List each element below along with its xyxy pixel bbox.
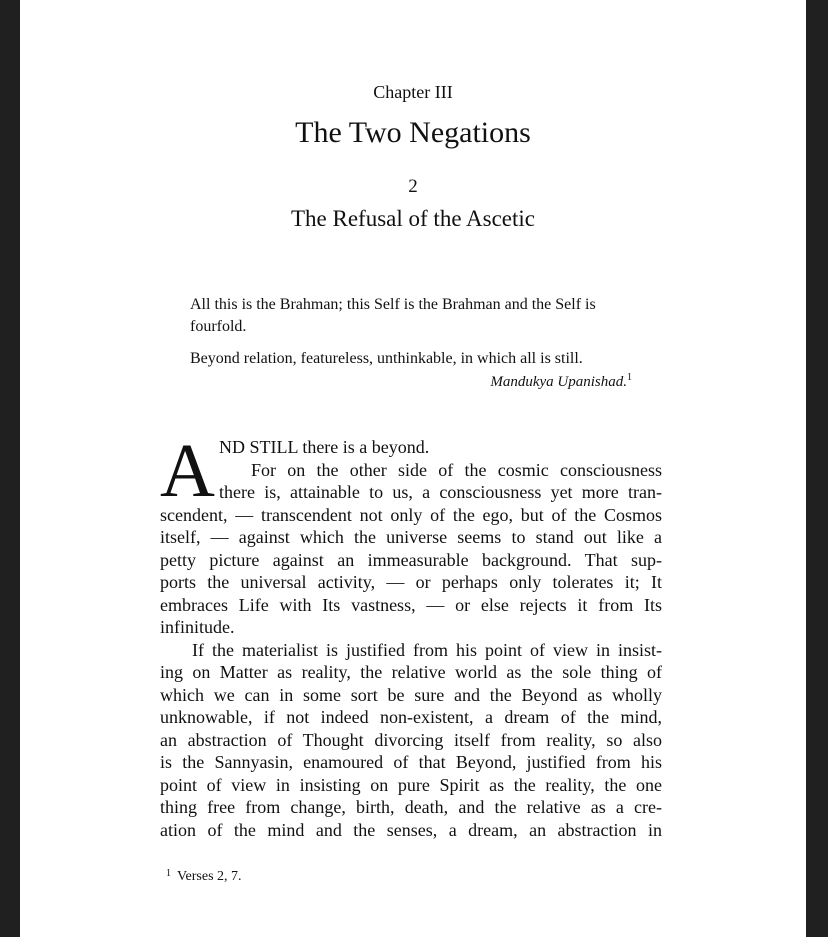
body-line: ND STILL there is a beyond. — [219, 437, 430, 457]
epigraph-line-2: Beyond relation, featureless, unthinkable, in which all is still. — [190, 350, 583, 367]
epigraph-line-1: All this is the Brahman; this Self is the Brahman and the Self is fourfold. — [190, 296, 596, 335]
body-line: an abstraction of Thought divorcing itself from reality, so also — [160, 729, 662, 750]
chapter-title: The Two Negations — [295, 116, 531, 149]
section-number: 2 — [408, 176, 418, 197]
body-line: scendent, — transcendent not only of the ego, but of the Cosmos — [160, 504, 662, 525]
body-line: is the Sannyasin, enamoured of that Beyond, justified from his — [160, 752, 662, 772]
footnote-reference: 1 — [627, 372, 632, 383]
body-line: infinitude. — [160, 617, 235, 637]
body-line: unknowable, if not indeed non-existent, a dream of the mind, — [160, 707, 662, 727]
body-line: For on the other side of the cosmic consciousness — [251, 459, 662, 480]
chapter-label: Chapter III — [373, 82, 453, 102]
section-title: The Refusal of the Ascetic — [291, 206, 535, 231]
body-line: which we can in some sort be sure and the Beyond as wholly — [160, 684, 662, 705]
body-line: petty picture against an immeasurable background. That sup- — [160, 549, 662, 570]
body-line: ation of the mind and the senses, a dream, an abstraction in — [160, 819, 662, 840]
body-line: point of view in insisting on pure Spirit as the reality, the one — [160, 774, 662, 795]
footnote-mark: 1 — [166, 868, 171, 879]
body-line: ing on Matter as reality, the relative world as the sole thing of — [160, 662, 662, 682]
body-line: If the materialist is justified from his point of view in insist- — [192, 639, 662, 660]
body-line: embraces Life with Its vastness, — or else rejects it from Its — [160, 594, 662, 615]
epigraph-attribution — [190, 372, 632, 391]
body-line: thing free from change, birth, death, and the relative as a cre- — [160, 797, 662, 817]
footnote — [166, 868, 242, 885]
body-line: there is, attainable to us, a consciousness yet more tran- — [219, 482, 662, 502]
body-line: itself, — against which the universe seems to stand out like a — [160, 527, 662, 547]
epigraph-source: Mandukya Upanishad. — [490, 374, 627, 390]
body-text — [160, 436, 662, 841]
body-line: ports the universal activity, — or perhaps only tolerates it; It — [160, 572, 662, 592]
footnote-text: Verses 2, 7. — [177, 869, 242, 884]
drop-cap: A — [160, 429, 215, 513]
book-page — [20, 0, 806, 937]
